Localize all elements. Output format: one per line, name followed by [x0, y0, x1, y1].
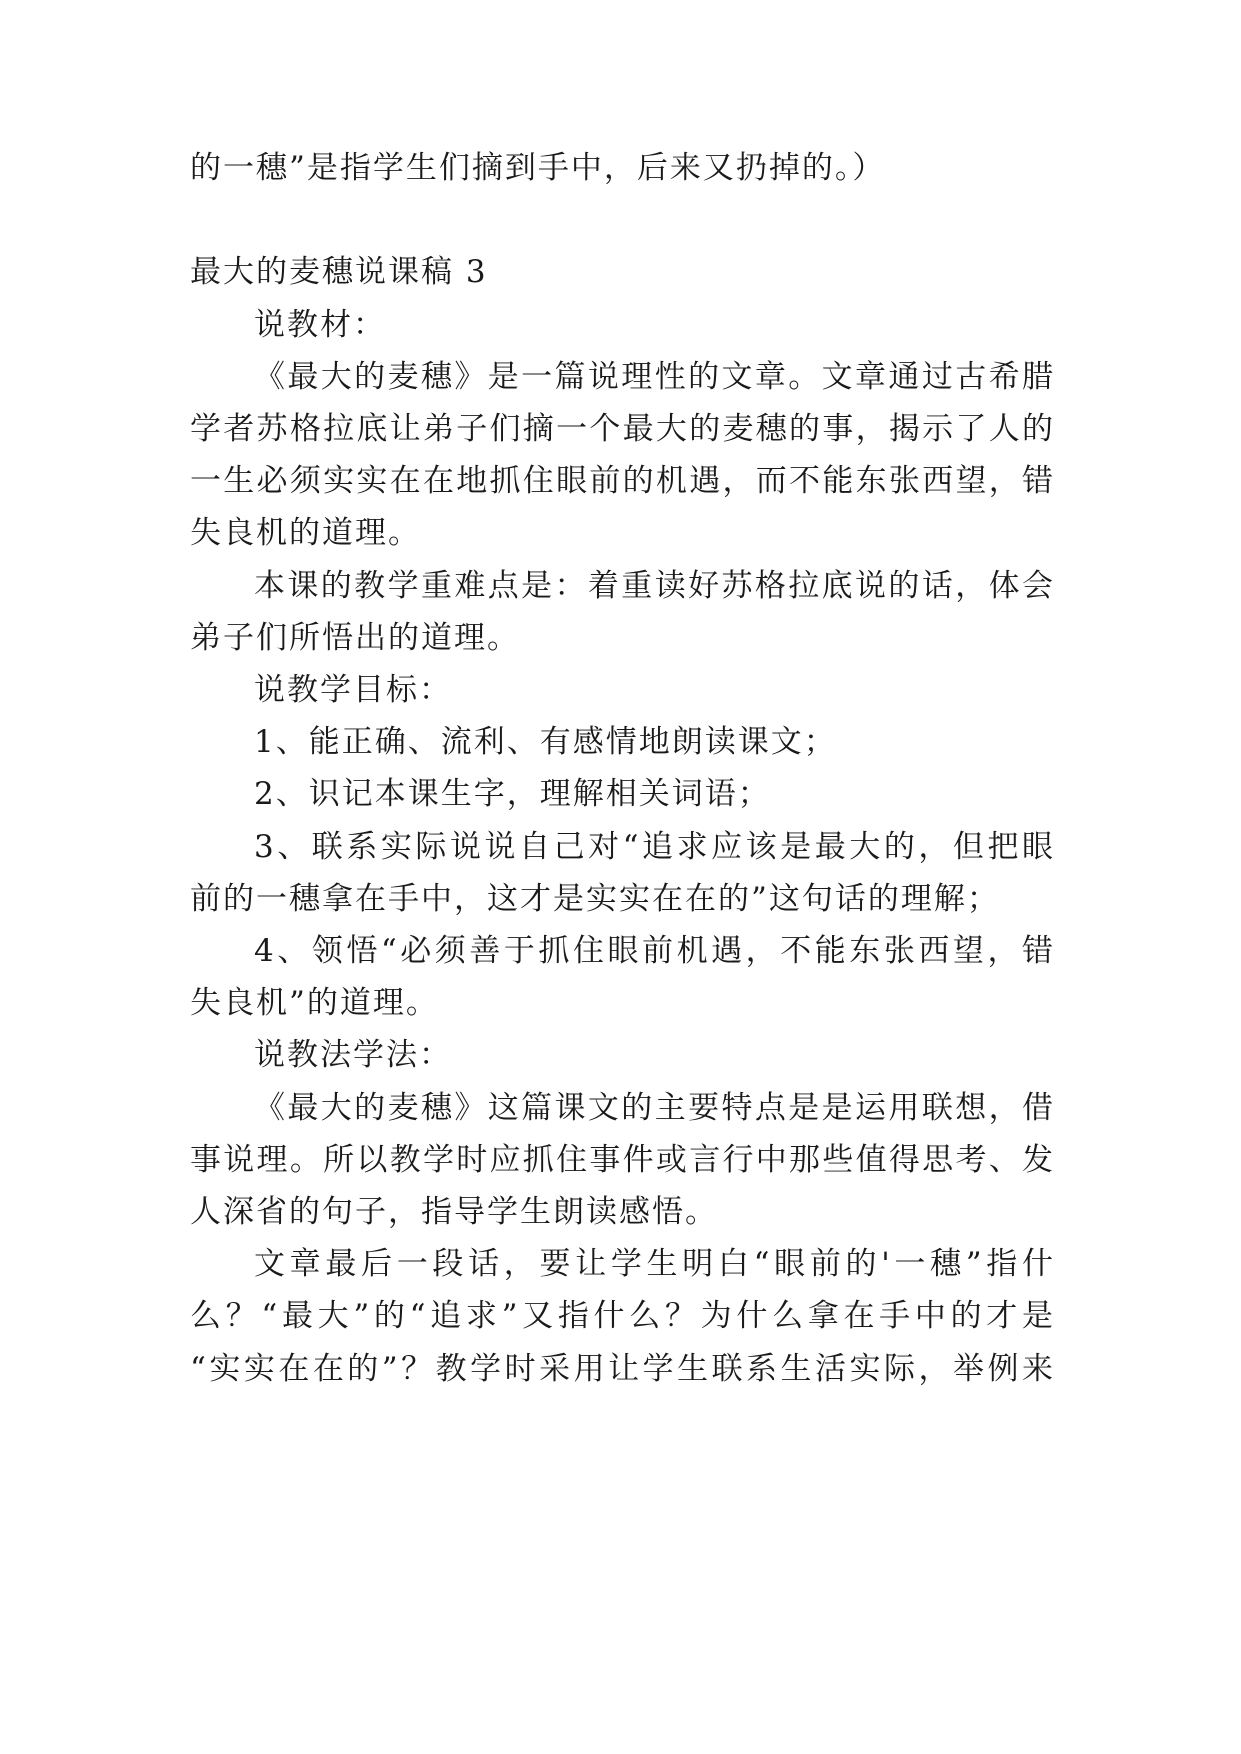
section-title: 最大的麦穗说课稿 3 [190, 254, 488, 290]
paragraph-line: 人深省的句子，指导学生朗读感悟。 [190, 1194, 718, 1230]
paragraph-line: 么？“最大”的“追求”又指什么？为什么拿在手中的才是 [190, 1298, 1055, 1334]
heading-teaching-material: 说教材： [254, 307, 386, 343]
paragraph-line: “实实在在的”？教学时采用让学生联系生活实际，举例来 [190, 1351, 1055, 1387]
paragraph-line: 《最大的麦穗》是一篇说理性的文章。文章通过古希腊 [254, 359, 1055, 395]
paragraph-line: 事说理。所以教学时应抓住事件或言行中那些值得思考、发 [190, 1142, 1055, 1178]
list-item-continuation: 前的一穗拿在手中，这才是实实在在的”这句话的理解； [190, 881, 1000, 917]
paragraph-line: 的一穗”是指学生们摘到手中，后来又扔掉的。） [190, 150, 886, 186]
paragraph-line: 弟子们所悟出的道理。 [190, 620, 520, 656]
paragraph-line: 一生必须实实在在地抓住眼前的机遇，而不能东张西望，错 [190, 463, 1055, 499]
paragraph-line: 失良机的道理。 [190, 515, 421, 551]
paragraph-line: 文章最后一段话，要让学生明白“眼前的'一穗”指什 [254, 1246, 1055, 1282]
list-item: 4、领悟“必须善于抓住眼前机遇，不能东张西望，错 [254, 933, 1055, 969]
heading-teaching-goals: 说教学目标： [254, 672, 452, 708]
paragraph-line: 学者苏格拉底让弟子们摘一个最大的麦穗的事，揭示了人的 [190, 411, 1055, 447]
list-item: 3、联系实际说说自己对“追求应该是最大的，但把眼 [254, 829, 1055, 865]
paragraph-line: 本课的教学重难点是：着重读好苏格拉底说的话，体会 [254, 568, 1055, 604]
list-item: 2、识记本课生字，理解相关词语； [254, 776, 771, 812]
list-item: 1、能正确、流利、有感情地朗读课文； [254, 724, 837, 760]
list-item-continuation: 失良机”的道理。 [190, 985, 439, 1021]
paragraph-line: 《最大的麦穗》这篇课文的主要特点是是运用联想，借 [254, 1090, 1055, 1126]
heading-teaching-methods: 说教法学法： [254, 1037, 452, 1073]
